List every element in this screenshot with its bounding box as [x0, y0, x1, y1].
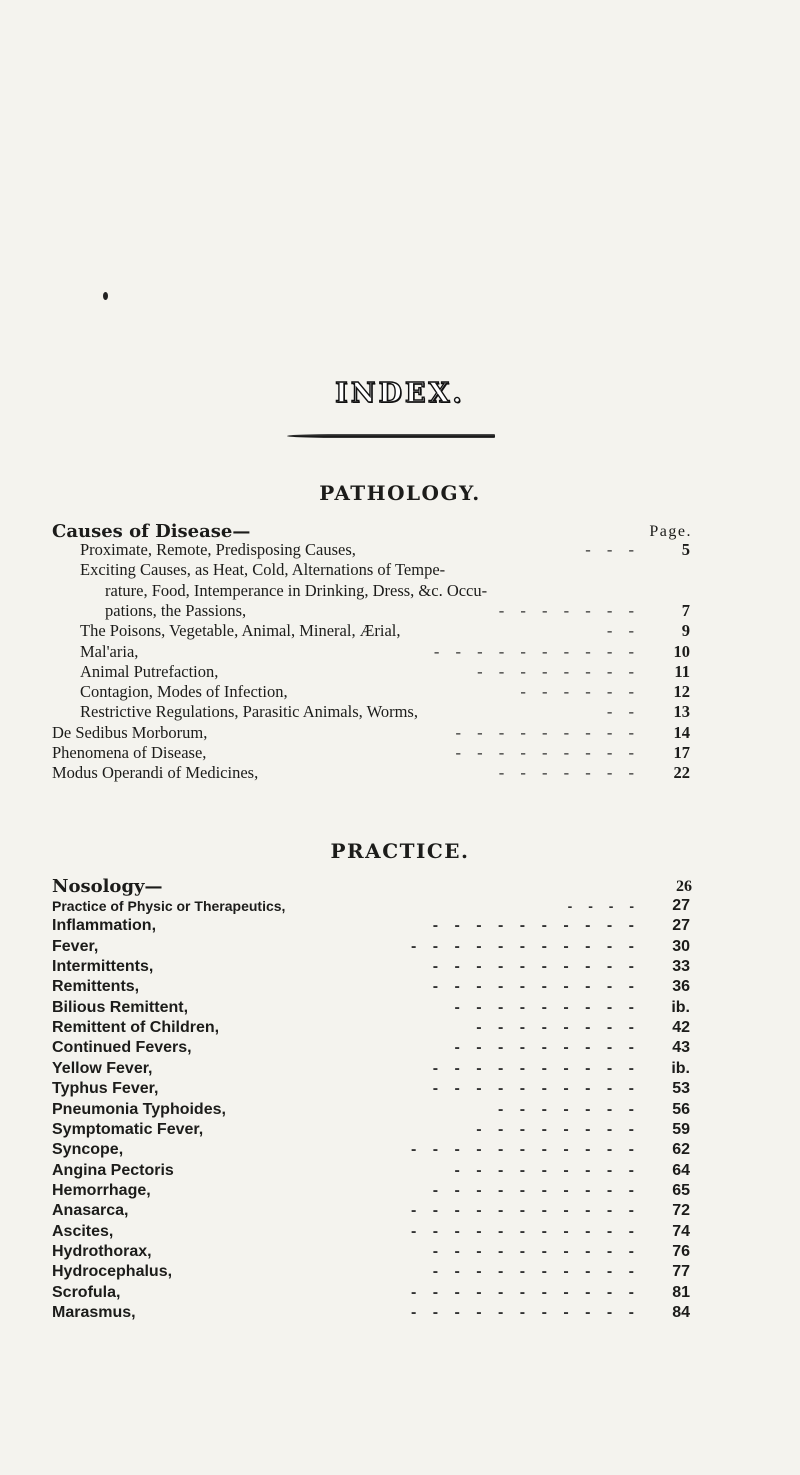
leader-dots: - - - - - - - - - - — [432, 978, 640, 996]
leader-dots: - - - - - - - - - — [454, 998, 640, 1016]
entry-text: Exciting Causes, as Heat, Cold, Alternations of Tempe- — [80, 560, 446, 580]
index-title: INDEX. — [335, 378, 465, 409]
entry-text: Ascites, — [52, 1222, 114, 1240]
practice-entry — [0, 1283, 800, 1303]
practice-entry — [0, 998, 800, 1018]
ink-speck — [103, 292, 108, 300]
practice-entry — [0, 1201, 800, 1221]
entry-text: Typhus Fever, — [52, 1080, 159, 1098]
page-number: 7 — [681, 600, 690, 620]
page-number: 5 — [681, 540, 690, 559]
entry-text: Inflammation, — [52, 917, 157, 935]
entry-text: Phenomena of Disease, — [52, 743, 207, 762]
entry-text: Marasmus, — [52, 1304, 136, 1321]
pathology-heading: PATHOLOGY. — [319, 481, 481, 505]
practice-heading: PRACTICE. — [330, 839, 470, 863]
causes-of-disease-heading: Causes of Disease— — [52, 521, 251, 542]
entry-text: Bilious Remittent, — [52, 998, 189, 1016]
practice-entry — [0, 896, 800, 916]
leader-dots: - - - - - - - - - - — [432, 1080, 640, 1098]
page-number: 12 — [673, 682, 690, 702]
entry-text: Scrofula, — [52, 1283, 121, 1301]
practice-entry — [0, 1242, 800, 1262]
leader-dots: - - - - - - - - - - — [432, 1181, 640, 1199]
leader-dots: - - - - - - - - - - — [432, 958, 640, 976]
page-number: 43 — [672, 1039, 690, 1057]
pathology-entry-line — [0, 601, 800, 621]
entry-text: Continued Fevers, — [52, 1039, 192, 1057]
entry-text: Animal Putrefaction, — [80, 661, 219, 681]
pathology-entry-line — [0, 723, 800, 743]
leader-dots: - - - - - - — [520, 682, 640, 702]
practice-entry — [0, 1303, 800, 1323]
page-number: 77 — [672, 1263, 690, 1281]
pathology-entry-line — [0, 662, 800, 682]
leader-dots: - - - — [585, 540, 640, 559]
pathology-entry-line — [0, 540, 800, 560]
entry-text: Intermittents, — [52, 958, 154, 976]
page-number: 62 — [672, 1141, 690, 1159]
pathology-entry-line — [0, 560, 800, 580]
page-number: 27 — [672, 897, 690, 914]
leader-dots: - - - - - - - - - - — [432, 917, 640, 935]
entry-text: Remittent of Children, — [52, 1019, 220, 1037]
practice-entry — [0, 1161, 800, 1181]
page-number: 65 — [672, 1181, 690, 1199]
leader-dots: - - - - - - - - - — [454, 1161, 640, 1179]
practice-entry — [0, 1120, 800, 1140]
entry-text: Modus Operandi of Medicines, — [52, 763, 259, 783]
entry-text: Symptomatic Fever, — [52, 1120, 204, 1138]
leader-dots: - - - - - - - - — [477, 661, 640, 681]
leader-dots: - - - - - - - - — [476, 1120, 640, 1138]
title-rule — [287, 434, 495, 438]
entry-text: Angina Pectoris — [52, 1161, 174, 1179]
page-number: 53 — [672, 1080, 690, 1098]
leader-dots: - - - - — [567, 898, 640, 914]
pathology-entry-line — [0, 581, 800, 601]
page-number: 10 — [673, 641, 690, 661]
nosology-heading: Nosology— — [52, 876, 163, 897]
page-number: 59 — [672, 1120, 690, 1138]
leader-dots: - - — [606, 702, 640, 722]
leader-dots: - - - - - - - — [498, 1100, 640, 1118]
entry-text: rature, Food, Intemperance in Drinking, Dress, &c. Occu- — [105, 580, 488, 600]
page-number: 64 — [672, 1161, 690, 1179]
leader-dots: - - - - - - - - - - - — [410, 937, 640, 955]
leader-dots: - - — [606, 621, 640, 641]
nosology-page: 26 — [676, 878, 692, 895]
leader-dots: - - - - - - - - - - — [432, 1059, 640, 1077]
page-number: 36 — [672, 978, 690, 996]
page-number: ib. — [671, 998, 690, 1016]
practice-entry — [0, 1079, 800, 1099]
pathology-entry-line — [0, 702, 800, 722]
practice-entry — [0, 957, 800, 977]
practice-entry — [0, 1100, 800, 1120]
pathology-entry-line — [0, 621, 800, 641]
entry-text: Contagion, Modes of Infection, — [80, 682, 288, 702]
leader-dots: - - - - - - - - - - - — [410, 1141, 640, 1159]
leader-dots: - - - - - - - — [498, 600, 640, 620]
entry-text: Proximate, Remote, Predisposing Causes, — [80, 540, 356, 559]
page-number: 9 — [681, 621, 690, 641]
leader-dots: - - - - - - - - - — [455, 743, 640, 762]
entry-text: Anasarca, — [52, 1202, 129, 1220]
practice-entry — [0, 937, 800, 957]
page-number: 42 — [672, 1019, 690, 1037]
entry-text: De Sedibus Morborum, — [52, 722, 208, 742]
leader-dots: - - - - - - - — [498, 763, 640, 783]
leader-dots: - - - - - - - - — [476, 1019, 640, 1037]
leader-dots: - - - - - - - - - - — [433, 641, 640, 661]
page-number: 30 — [672, 937, 690, 955]
practice-entry — [0, 977, 800, 997]
pathology-entry-line — [0, 642, 800, 662]
leader-dots: - - - - - - - - - - - — [410, 1304, 640, 1321]
leader-dots: - - - - - - - - - - - — [410, 1283, 640, 1301]
leader-dots: - - - - - - - - - - — [432, 1263, 640, 1281]
entry-text: Remittents, — [52, 978, 140, 996]
practice-entry — [0, 1181, 800, 1201]
page-number: 81 — [672, 1283, 690, 1301]
leader-dots: - - - - - - - - - - - — [410, 1222, 640, 1240]
page-number: 72 — [672, 1202, 690, 1220]
page-number: 84 — [672, 1304, 690, 1321]
entry-text: Mal'aria, — [80, 641, 139, 661]
leader-dots: - - - - - - - - - - — [432, 1242, 640, 1260]
entry-text: Hydrothorax, — [52, 1242, 152, 1260]
page-number: 33 — [672, 958, 690, 976]
entry-text: pations, the Passions, — [105, 600, 247, 620]
page-column-heading: Page. — [649, 523, 692, 540]
page-number: 14 — [673, 722, 690, 742]
practice-entry — [0, 1140, 800, 1160]
page-number: 74 — [672, 1222, 690, 1240]
practice-entry — [0, 916, 800, 936]
pathology-entry-line — [0, 763, 800, 783]
page-number: 22 — [673, 763, 690, 783]
practice-entry — [0, 1222, 800, 1242]
page-number: 56 — [672, 1100, 690, 1118]
page-number: 76 — [672, 1242, 690, 1260]
practice-entry — [0, 1262, 800, 1282]
entry-text: Syncope, — [52, 1141, 124, 1159]
pathology-entry-line — [0, 682, 800, 702]
page-number: 13 — [673, 702, 690, 722]
entry-text: The Poisons, Vegetable, Animal, Mineral, Ærial, — [80, 621, 401, 641]
entry-text: Hemorrhage, — [52, 1181, 151, 1199]
entry-text: Practice of Physic or Therapeutics, — [52, 898, 286, 914]
practice-entry — [0, 1038, 800, 1058]
page-number: 17 — [673, 743, 690, 762]
leader-dots: - - - - - - - - - — [454, 1039, 640, 1057]
entry-text: Restrictive Regulations, Parasitic Animals, Worms, — [80, 702, 418, 722]
pathology-entry-line — [0, 743, 800, 763]
page-number: 27 — [672, 917, 690, 935]
leader-dots: - - - - - - - - - - - — [410, 1202, 640, 1220]
entry-text: Yellow Fever, — [52, 1059, 153, 1077]
page-number: ib. — [671, 1059, 690, 1077]
entry-text: Fever, — [52, 937, 99, 955]
leader-dots: - - - - - - - - - — [455, 722, 640, 742]
practice-entry — [0, 1018, 800, 1038]
entry-text: Hydrocephalus, — [52, 1263, 173, 1281]
practice-entry — [0, 1059, 800, 1079]
entry-text: Pneumonia Typhoides, — [52, 1100, 226, 1118]
page-number: 11 — [674, 661, 690, 681]
